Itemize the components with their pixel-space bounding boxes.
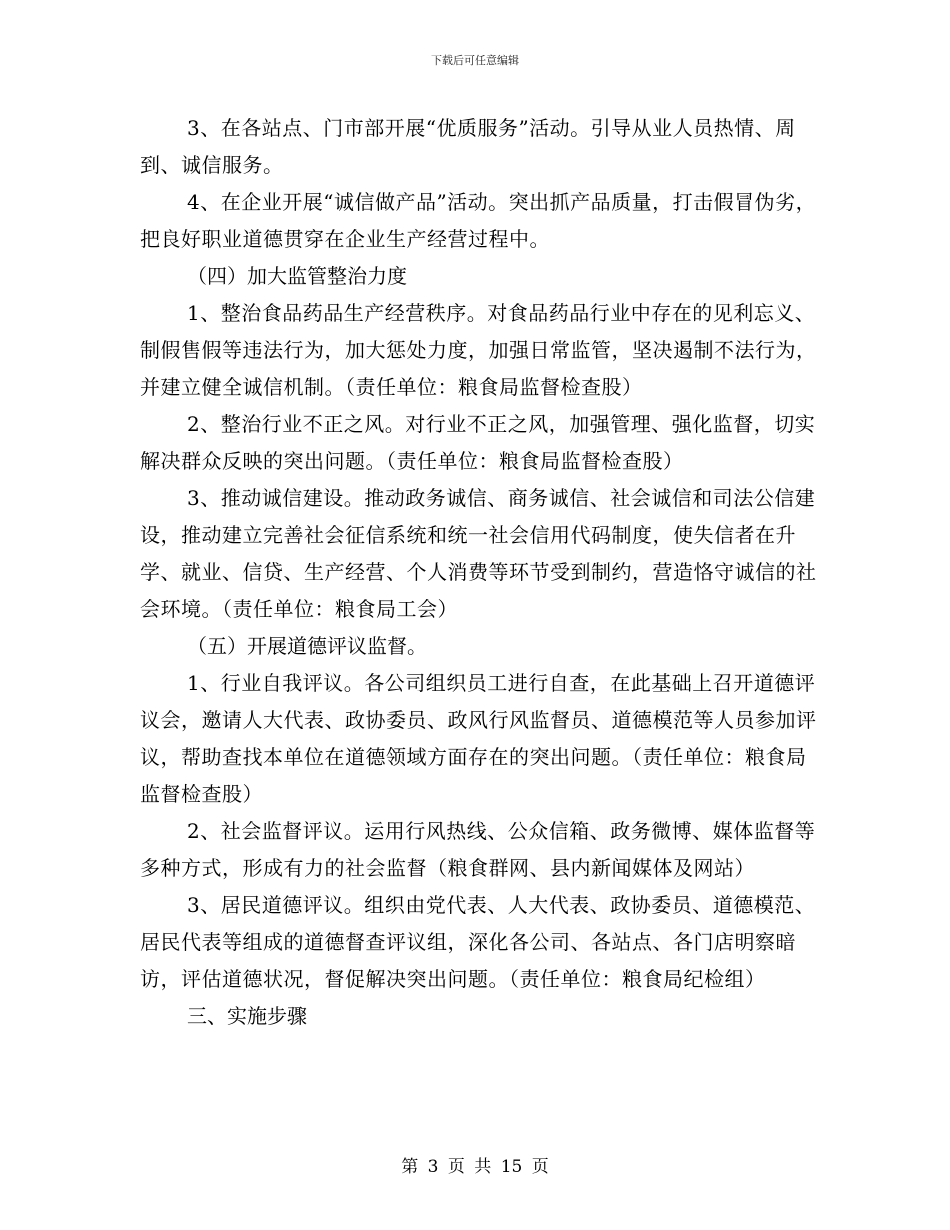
paragraph-quality-service: 3、在各站点、门市部开展“优质服务”活动。引导从业人员热情、周到、诚信服务。 [140, 116, 796, 177]
paragraph-resident-evaluation: 3、居民道德评议。组织由党代表、人大代表、政协委员、道德模范、居民代表等组成的道德督查评议组，深化各公司、各站点、各门店明察暗访，评估道德状况，督促解决突出问题。（责任单位：粮食局纪检组） [140, 893, 816, 991]
paragraph-self-evaluation: 1、行业自我评议。各公司组织员工进行自查，在此基础上召开道德评议会，邀请人大代表、政协委员、政风行风监督员、道德模范等人员参加评议，帮助查找本单位在道德领域方面存在的突出问题。（责任单位：粮食局监督检查股） [140, 671, 817, 806]
document-body [140, 110, 820, 1035]
section-heading-5: （五）开展道德评议监督。 [187, 634, 427, 658]
page-number-footer: 第 3 页 共 15 页 [401, 1157, 549, 1177]
paragraph-industry-ethics: 2、整治行业不正之风。对行业不正之风，加强管理、强化监督，切实解决群众反映的突出问题。（责任单位：粮食局监督检查股） [140, 412, 816, 473]
paragraph-food-drug: 1、整治食品药品生产经营秩序。对食品药品行业中存在的见利忘义、制假售假等违法行为，加大惩处力度，加强日常监管，坚决遏制不法行为，并建立健全诚信机制。（责任单位：粮食局监督检查股） [140, 301, 817, 399]
paragraph-social-supervision: 2、社会监督评议。运用行风热线、公众信箱、政务微博、媒体监督等多种方式，形成有力的社会监督（粮食群网、县内新闻媒体及网站） [140, 819, 816, 880]
paragraph-integrity-products: 4、在企业开展“诚信做产品”活动。突出抓产品质量，打击假冒伪劣，把良好职业道德贯穿在企业生产经营过程中。 [140, 190, 817, 251]
section-heading-4: （四）加大监管整治力度 [187, 264, 407, 288]
section-heading-3: 三、实施步骤 [187, 1004, 307, 1028]
paragraph-integrity-building: 3、推动诚信建设。推动政务诚信、商务诚信、社会诚信和司法公信建设，推动建立完善社会征信系统和统一社会信用代码制度，使失信者在升学、就业、信贷、生产经营、个人消费等环节受到制约，营造恪守诚信的社会环境。（责任单位：粮食局工会） [140, 486, 817, 621]
page-header: 下载后可任意编辑 [431, 54, 519, 67]
